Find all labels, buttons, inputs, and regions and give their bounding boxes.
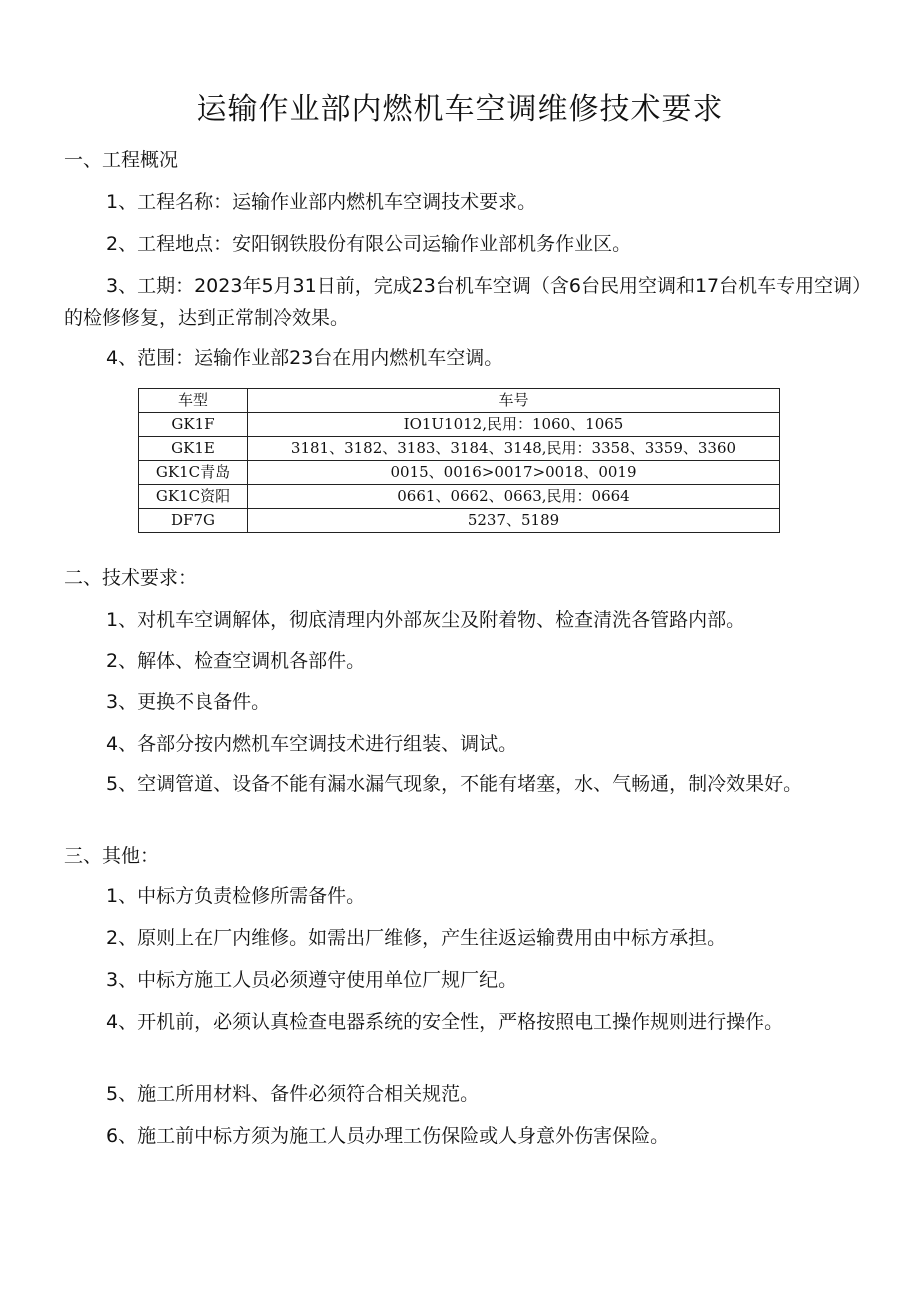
table-row [139,485,780,509]
section1-item-4: 4、范围：运输作业部23台在用内燃机车空调。 [106,347,504,369]
table-row [139,437,780,461]
section3-item-3: 3、中标方施工人员必须遵守使用单位厂规厂纪。 [106,969,518,991]
table-cell-type: GK1C资阳 [139,485,248,509]
section2-item-4: 4、各部分按内燃机车空调技术进行组装、调试。 [106,733,518,755]
section3-item-1: 1、中标方负责检修所需备件。 [106,885,366,907]
table-cell-number: 3181、3182、3183、3184、3148,民用：3358、3359、3360 [248,437,780,461]
table-row [139,461,780,485]
table-header-row [139,389,780,413]
section3-item-6: 6、施工前中标方须为施工人员办理工伤保险或人身意外伤害保险。 [106,1125,670,1147]
locomotive-table [138,388,780,533]
table-cell-type: GK1C青岛 [139,461,248,485]
section3-heading: 三、其他： [64,845,160,867]
section2-item-3: 3、更换不良备件。 [106,691,271,713]
table-header-type: 车型 [139,389,248,413]
table-row [139,413,780,437]
table-row [139,509,780,533]
section1-item-2: 2、工程地点：安阳钢铁股份有限公司运输作业部机务作业区。 [106,233,632,255]
table-cell-number: 5237、5189 [248,509,780,533]
section1-heading: 一、工程概况 [64,149,179,171]
table-cell-number: 0661、0662、0663,民用：0664 [248,485,780,509]
table-header-number: 车号 [248,389,780,413]
document-title: 运输作业部内燃机车空调维修技术要求 [196,92,724,127]
table-cell-number: IO1U1012,民用：1060、1065 [248,413,780,437]
section3-item-5: 5、施工所用材料、备件必须符合相关规范。 [106,1083,480,1105]
section1-item-1: 1、工程名称：运输作业部内燃机车空调技术要求。 [106,191,537,213]
section1-item-3: 3、工期：2023年5月31日前，完成23台机车空调（含6台民用空调和17台机车专用空调）的检修修复，达到正常制冷效果。 [64,275,862,329]
section3-item-2: 2、原则上在厂内维修。如需出厂维修，产生往返运输费用由中标方承担。 [106,927,727,949]
section2-heading: 二、技术要求： [64,567,198,589]
section2-item-1: 1、对机车空调解体，彻底清理内外部灰尘及附着物、检查清洗各管路内部。 [106,609,746,631]
table-cell-number: 0015、0016>0017>0018、0019 [248,461,780,485]
section2-item-5: 5、空调管道、设备不能有漏水漏气现象，不能有堵塞，水、气畅通，制冷效果好。 [106,773,803,795]
section3-item-4: 4、开机前，必须认真检查电器系统的安全性，严格按照电工操作规则进行操作。 [106,1011,784,1033]
table-cell-type: GK1F [139,413,248,437]
table-cell-type: GK1E [139,437,248,461]
section2-item-2: 2、解体、检查空调机各部件。 [106,650,366,672]
table-cell-type: DF7G [139,509,248,533]
